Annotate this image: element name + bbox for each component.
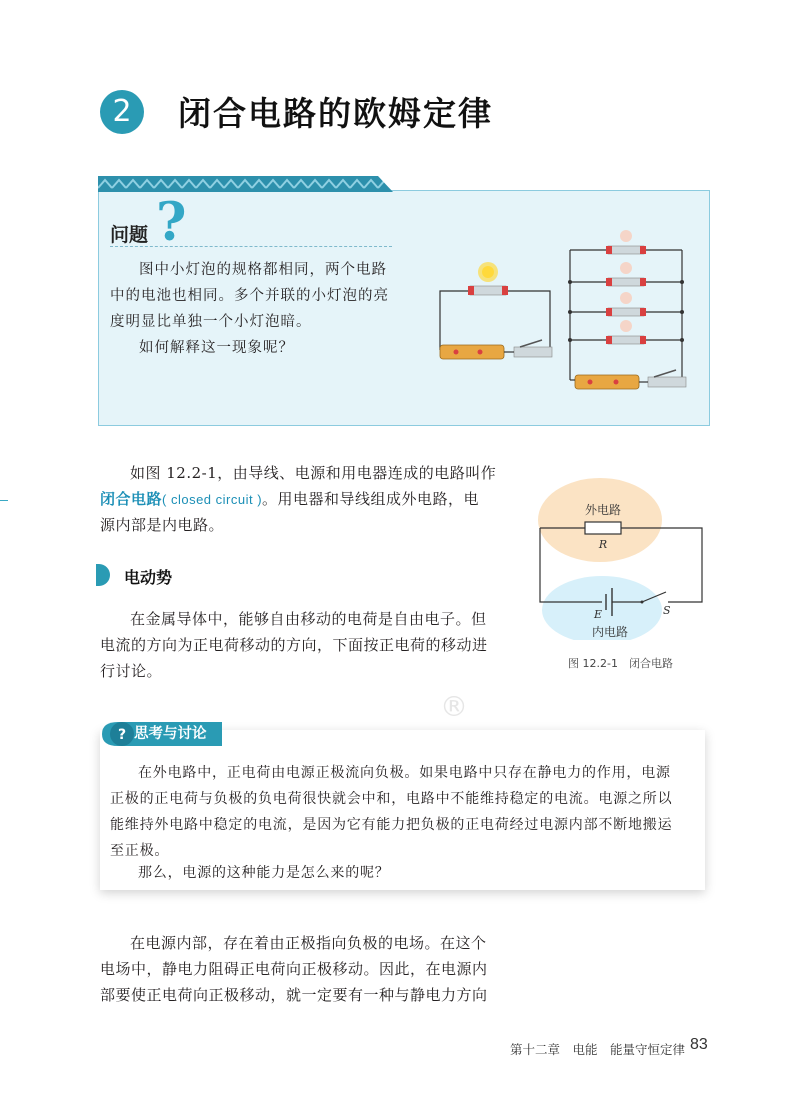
intro-line-1: 如图 12.2-1，由导线、电源和用电器连成的电路叫作 — [130, 464, 497, 482]
section-number-badge: 2 — [100, 90, 144, 134]
label-S: S — [663, 604, 671, 617]
page-number: 83 — [690, 1036, 708, 1053]
discussion-icon: ? — [117, 727, 127, 743]
resistor-symbol — [585, 522, 621, 534]
label-inner-circuit: 内电路 — [591, 625, 629, 639]
label-outer-circuit: 外电路 — [584, 503, 622, 517]
emf-line-1: 在金属导体中，能够自由移动的电荷是自由电子。但 — [130, 610, 487, 628]
question-box-zigzag-band — [98, 176, 393, 192]
subsection-title: 电动势 — [124, 568, 173, 587]
label-R: R — [598, 538, 608, 551]
intro-line-2 — [100, 486, 510, 513]
subsection-marker — [96, 564, 110, 586]
footer-chapter: 第十二章 电能 能量守恒定律 — [510, 1042, 686, 1057]
label-E: E — [594, 608, 603, 621]
question-line-3: 度明显比单独一个小灯泡暗。 — [110, 314, 312, 330]
final-line-2: 电场中，静电力阻碍正电荷向正极移动。因此，在电源内 — [100, 960, 488, 978]
emf-line-2: 电流的方向为正电荷移动的方向，下面按正电荷的移动进 — [100, 636, 488, 654]
intro-line-3: 源内部是内电路。 — [100, 516, 225, 534]
final-line-3: 部要使正电荷向正极移动，就一定要有一种与静电力方向 — [100, 986, 488, 1004]
question-line-2: 中的电池也相同。多个并联的小灯泡的亮 — [110, 288, 389, 304]
discussion-line-1: 在外电路中，正电荷由电源正极流向负极。如果电路中只存在静电力的作用，电源 — [138, 765, 671, 781]
emf-line-3: 行讨论。 — [100, 662, 163, 680]
question-line-1: 图中小灯泡的规格都相同，两个电路 — [139, 262, 387, 278]
watermark-registered-mark: ® — [440, 690, 468, 723]
discussion-line-5: 那么，电源的这种能力是怎么来的呢？ — [138, 865, 390, 881]
circuit-illustrations — [430, 220, 700, 400]
discussion-line-4: 至正极。 — [110, 843, 170, 859]
question-heading: 问题 — [110, 224, 149, 246]
question-mark-icon: ? — [156, 192, 187, 253]
parallel-bulbs-circuit — [568, 230, 686, 389]
discussion-line-3: 能维持外电路中稳定的电流，是因为它有能力把负极的正电荷经过电源内部不断地搬运 — [110, 817, 673, 833]
intro-line-2-rest: 。用电器和导线组成外电路，电 — [262, 490, 480, 508]
single-bulb-circuit — [440, 262, 552, 359]
figure-caption: 图 12.2-1 闭合电路 — [568, 657, 673, 670]
figure-closed-circuit — [530, 470, 720, 640]
question-line-4: 如何解释这一现象呢？ — [139, 340, 294, 356]
discussion-line-2: 正极的正电荷与负极的负电荷很快就会中和，电路中不能维持稳定的电流。电源之所以 — [110, 791, 673, 807]
question-divider — [110, 246, 392, 247]
section-title: 闭合电路的欧姆定律 — [178, 94, 493, 133]
margin-rule — [0, 500, 8, 501]
final-line-1: 在电源内部，存在着由正极指向负极的电场。在这个 — [130, 934, 487, 952]
discussion-label: 思考与讨论 — [134, 726, 207, 742]
term-closed-circuit: 闭合电路 — [100, 490, 163, 508]
term-closed-circuit-en: ( closed circuit ) — [162, 492, 263, 507]
